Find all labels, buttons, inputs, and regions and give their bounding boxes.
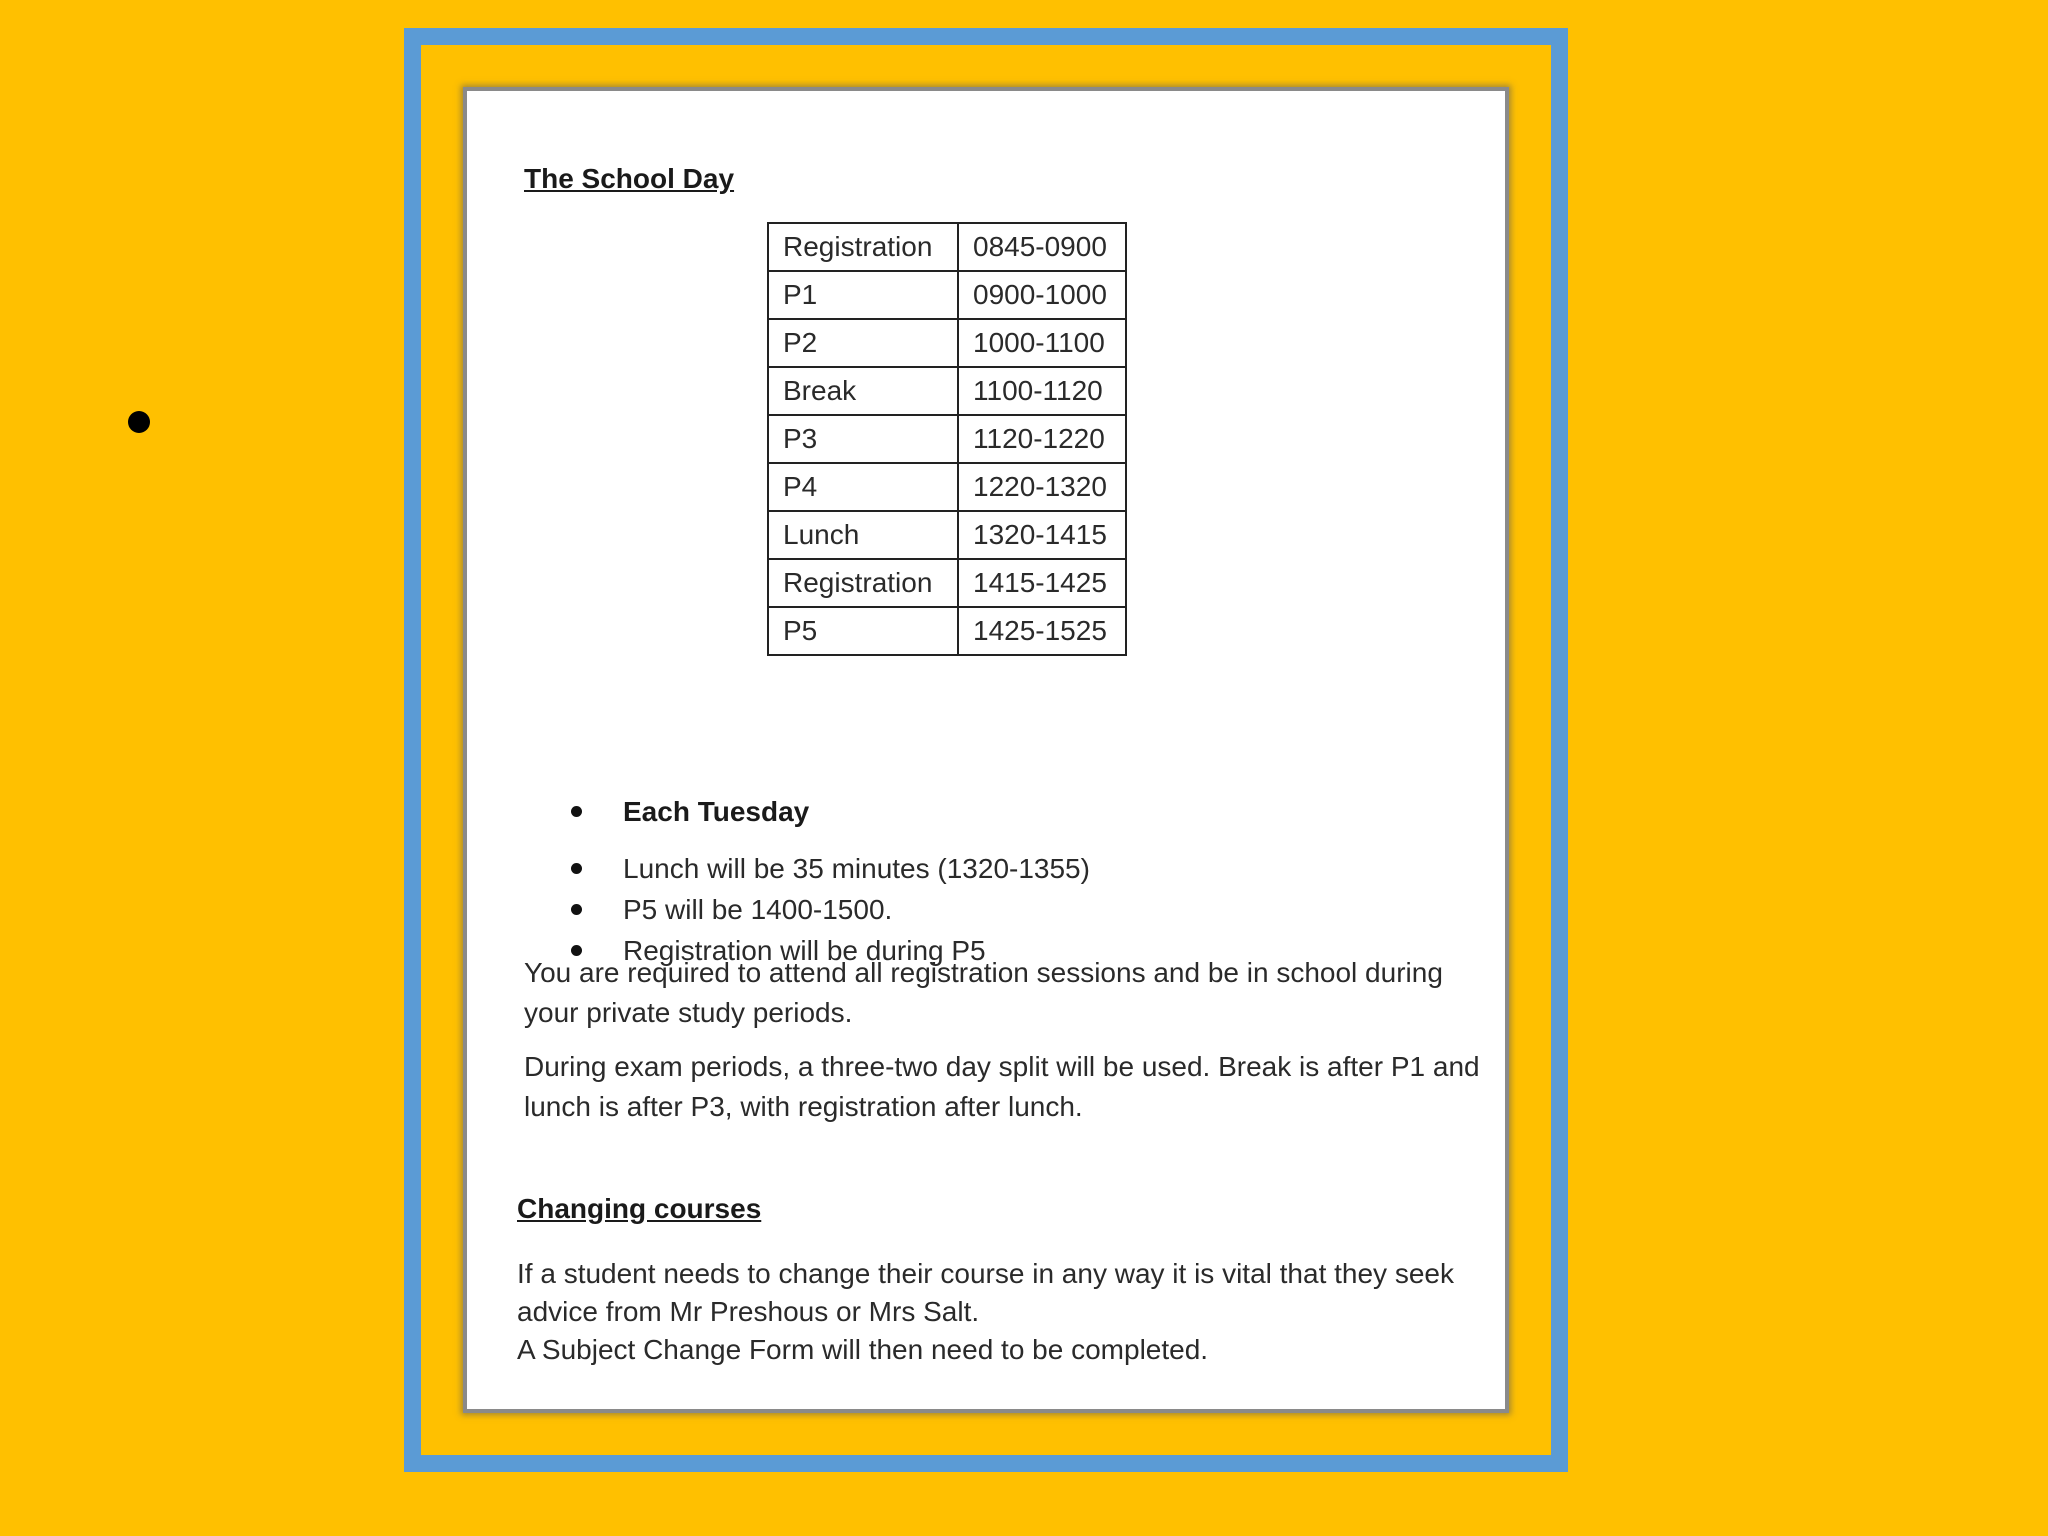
table-row xyxy=(768,415,1126,463)
table-row xyxy=(768,367,1126,415)
time-cell: 1120-1220 xyxy=(958,415,1126,463)
period-cell: Break xyxy=(768,367,958,415)
slide-bullet-point xyxy=(128,411,150,433)
bullet-icon xyxy=(571,904,582,915)
time-cell: 0900-1000 xyxy=(958,271,1126,319)
list-item-text: Each Tuesday xyxy=(623,796,810,827)
bullet-icon xyxy=(571,863,582,874)
table-row xyxy=(768,607,1126,655)
changing-courses-heading: Changing courses xyxy=(517,1193,762,1224)
changing-courses-line: A Subject Change Form will then need to be completed. xyxy=(517,1334,1209,1365)
registration-paragraph: You are required to attend all registration sessions and be in school during your private study periods. xyxy=(524,957,1443,1028)
table-row xyxy=(768,319,1126,367)
exam-periods-paragraph: During exam periods, a three-two day split will be used. Break is after P1 and lunch is after P3, with registration after lunch. xyxy=(524,1051,1480,1122)
list-item-text: P5 will be 1400-1500. xyxy=(623,894,893,925)
table-row xyxy=(768,559,1126,607)
changing-courses-line: If a student needs to change their course in any way it is vital that they seek advice from Mr Preshous or Mrs Salt. xyxy=(517,1258,1454,1327)
list-item xyxy=(571,889,1090,930)
list-item xyxy=(571,848,1090,889)
table-row xyxy=(768,223,1126,271)
time-cell: 0845-0900 xyxy=(958,223,1126,271)
period-cell: Registration xyxy=(768,223,958,271)
changing-courses-paragraph xyxy=(517,1255,1507,1369)
table-row xyxy=(768,271,1126,319)
list-item xyxy=(571,791,1090,832)
tuesday-bullet-list xyxy=(571,791,1090,971)
list-item-text: Lunch will be 35 minutes (1320-1355) xyxy=(623,853,1090,884)
period-cell: P1 xyxy=(768,271,958,319)
period-cell: P5 xyxy=(768,607,958,655)
time-cell: 1000-1100 xyxy=(958,319,1126,367)
time-cell: 1320-1415 xyxy=(958,511,1126,559)
time-cell: 1415-1425 xyxy=(958,559,1126,607)
document-page xyxy=(463,87,1509,1413)
table-row xyxy=(768,463,1126,511)
picture-frame-inner-border xyxy=(421,45,1551,1455)
period-cell: Lunch xyxy=(768,511,958,559)
time-cell: 1425-1525 xyxy=(958,607,1126,655)
table-row xyxy=(768,511,1126,559)
school-day-heading: The School Day xyxy=(524,163,735,194)
time-cell: 1220-1320 xyxy=(958,463,1126,511)
period-cell: P2 xyxy=(768,319,958,367)
time-cell: 1100-1120 xyxy=(958,367,1126,415)
list-item-text: Registration will be during P5 xyxy=(623,935,986,966)
picture-frame xyxy=(404,28,1568,1472)
bullet-icon xyxy=(571,806,582,817)
period-cell: Registration xyxy=(768,559,958,607)
period-cell: P4 xyxy=(768,463,958,511)
school-day-timetable xyxy=(767,222,1127,656)
period-cell: P3 xyxy=(768,415,958,463)
